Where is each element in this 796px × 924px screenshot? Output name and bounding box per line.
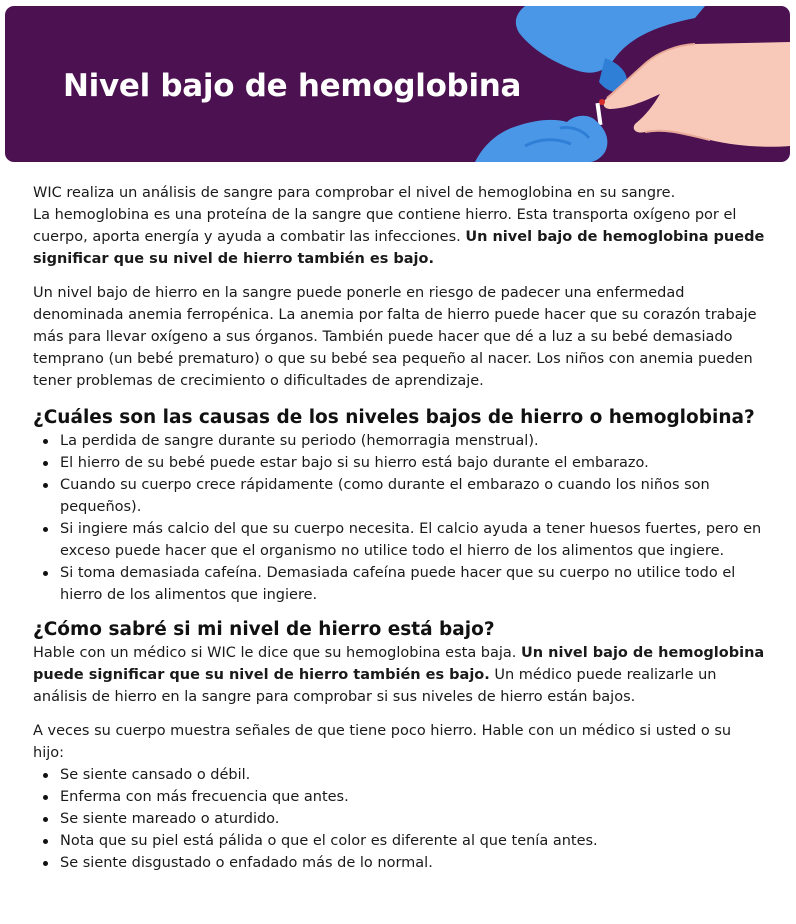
intro-line-1: WIC realiza un análisis de sangre para comprobar el nivel de hemoglobina en su sangre. (33, 185, 676, 201)
list-item: Nota que su piel está pálida o que el color es diferente al que tenía antes. (33, 830, 773, 852)
list-item: Cuando su cuerpo crece rápidamente (como durante el embarazo o cuando los niños son pequeños). (33, 474, 773, 518)
intro-bold-statement: Un nivel bajo de hemoglobina puede significar que su nivel de hierro también es bajo. (33, 229, 765, 267)
page-title: Nivel bajo de hemoglobina (63, 68, 522, 104)
list-item: Se siente cansado o débil. (33, 764, 773, 786)
causes-heading: ¿Cuáles son las causas de los niveles bajos de hierro o hemoglobina? (33, 407, 755, 428)
anemia-paragraph: Un nivel bajo de hierro en la sangre puede ponerle en riesgo de padecer una enfermedad denominada anemia ferropénica. La anemia por falta de hierro puede hacer que su corazón trabaje más para llevar oxígeno a sus órganos. También puede hacer que dé a luz a su bebé demasiado temprano (un bebé prematuro) o que su bebé sea pequeño al nacer. Los niños con anemia pueden tener problemas de crecimiento o dificultades de aprendizaje. (33, 285, 757, 389)
how-to-know-paragraph (33, 642, 773, 708)
list-item: El hierro de su bebé puede estar bajo si su hierro está bajo durante el embarazo. (33, 452, 773, 474)
article-body (33, 182, 773, 874)
how-to-know-bold-statement: Un nivel bajo de hemoglobina puede significar que su nivel de hierro también es bajo. (33, 645, 765, 683)
intro-paragraph (33, 182, 773, 270)
list-item: Si ingiere más calcio del que su cuerpo necesita. El calcio ayuda a tener huesos fuertes, pero en exceso puede hacer que el organismo no utilice todo el hierro de los alimentos que ingiere. (33, 518, 773, 562)
list-item: La perdida de sangre durante su periodo (hemorragia menstrual). (33, 430, 773, 452)
header-banner (5, 6, 790, 162)
list-item: Enferma con más frecuencia que antes. (33, 786, 773, 808)
signs-list (33, 764, 773, 874)
signs-intro: A veces su cuerpo muestra señales de que tiene poco hierro. Hable con un médico si usted o su hijo: (33, 723, 732, 761)
causes-list (33, 430, 773, 606)
how-to-know-text-before: Hable con un médico si WIC le dice que su hemoglobina esta baja. (33, 645, 517, 661)
list-item: Se siente mareado o aturdido. (33, 808, 773, 830)
intro-line-2: La hemoglobina es una proteína de la sangre que contiene hierro. Esta transporta oxígeno por el cuerpo, aporta energía y ayuda a combatir las infecciones. (33, 207, 737, 245)
how-to-know-heading: ¿Cómo sabré si mi nivel de hierro está bajo? (33, 619, 495, 640)
list-item: Se siente disgustado o enfadado más de lo normal. (33, 852, 773, 874)
list-item: Si toma demasiada cafeína. Demasiada cafeína puede hacer que su cuerpo no utilice todo el hierro de los alimentos que ingiere. (33, 562, 773, 606)
how-to-know-text-after: Un médico puede realizarle un análisis de hierro en la sangre para comprobar si sus niveles de hierro están bajos. (33, 667, 717, 705)
